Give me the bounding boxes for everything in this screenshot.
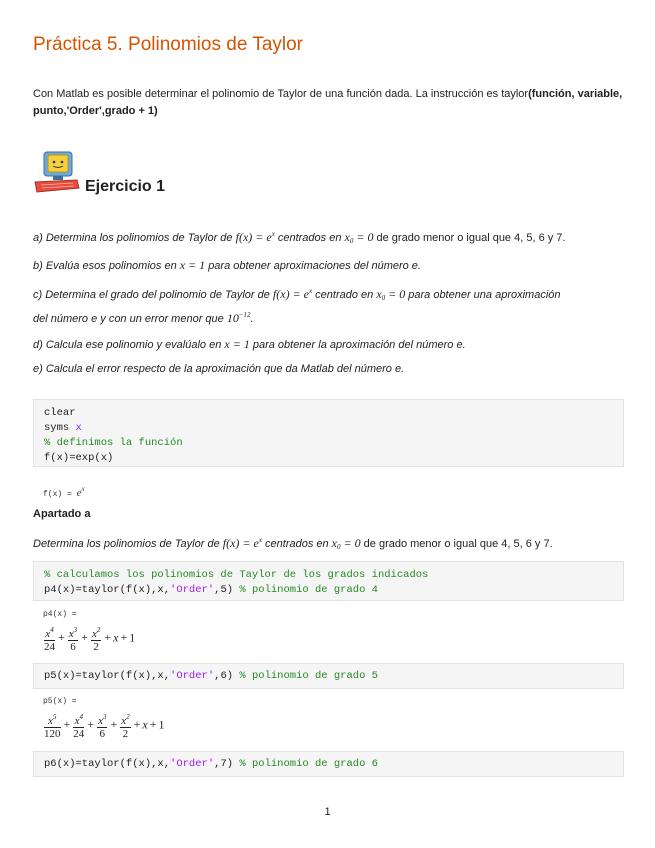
code-text: p5(x)=taylor(f(x),x,	[44, 670, 171, 682]
question-a-text-3: de grado menor o igual que 4, 5, 6 y 7.	[373, 232, 566, 244]
page-title: Práctica 5. Polinomios de Taylor	[33, 34, 303, 55]
code-string: 'Order'	[170, 670, 215, 682]
question-a: a) Determina los polinomios de Taylor de $f(x) = e^x$ centrados en $x_0 = 0$ de grado menor o igual que 4, 5, 6 y 7.	[33, 230, 566, 245]
output-p4-formula: $\frac{x^4}{24}$ + $\frac{x^3}{6}$ + $\frac{x^2}{2}$ + x + 1	[44, 626, 136, 653]
question-c-text: c) Determina el grado del polinomio de Taylor de	[33, 289, 273, 301]
question-e: e) Calcula el error respecto de la aproximación que da Matlab del número e.	[33, 363, 405, 375]
output-p5-formula: $\frac{x^5}{120}$ + $\frac{x^4}{24}$ + $\frac{x^3}{6}$ + $\frac{x^2}{2}$ + x + 1	[44, 713, 165, 740]
exercise-title: Ejercicio 1	[85, 178, 166, 195]
subsection-question-text-3: de grado menor o igual que 4, 5, 6 y 7.	[360, 538, 553, 550]
question-b: b) Evalúa esos polinomios en x = 1 para obtener aproximaciones del número e.	[33, 258, 421, 272]
intro-syntax: (función, variable, punto,'Order',grado + 1)	[33, 88, 623, 117]
code-block-4[interactable]	[33, 751, 624, 777]
code-comment: % polinomio de grado 6	[239, 758, 378, 770]
question-b-text: b) Evalúa esos polinomios en	[33, 260, 180, 272]
code-text: ,5)	[214, 584, 240, 596]
question-c-text-3: para obtener una aproximación	[408, 289, 561, 301]
subsection-question-text-2: centrados en	[261, 538, 332, 550]
output-f: $f(x) = e^x$	[43, 485, 85, 499]
code-line: f(x)=exp(x)	[44, 452, 114, 464]
code-text: syms	[44, 422, 76, 434]
output-p4-label: p4(x) =	[43, 610, 77, 619]
computer-icon	[33, 150, 81, 194]
question-c-text-2: centrado en	[312, 289, 377, 301]
code-comment: % calculamos los polinomios de Taylor de los grados indicados	[44, 569, 429, 581]
code-block-3[interactable]	[33, 663, 624, 689]
question-d-text-2: para obtener la aproximación del número e.	[252, 339, 466, 351]
code-text: ,6)	[214, 670, 240, 682]
intro-text: Con Matlab es posible determinar el polinomio de Taylor de una función dada. La instrucción es taylor	[33, 88, 529, 100]
code-line: clear	[44, 407, 76, 419]
code-string: 'Order'	[170, 758, 215, 770]
code-block-1[interactable]	[33, 399, 624, 467]
code-symbol: x	[75, 422, 82, 434]
question-a-text: a) Determina los polinomios de Taylor de	[33, 232, 236, 244]
question-d-text: d) Calcula ese polinomio y evalúalo en	[33, 339, 225, 351]
code-line	[44, 583, 613, 598]
output-label: f(x) =	[43, 490, 77, 499]
question-c-line-2: del número e y con un error menor que $10^{-12}$.	[33, 311, 254, 325]
code-string: 'Order'	[170, 584, 215, 596]
subsection-title: Apartado a	[33, 508, 91, 520]
code-block-2[interactable]	[33, 561, 624, 601]
code-text: p4(x)=taylor(f(x),x,	[44, 584, 171, 596]
subsection-question: Determina los polinomios de Taylor de $f(x) = e^x$ centrados en $x_0 = 0$ de grado menor o igual que 4, 5, 6 y 7.	[33, 536, 553, 551]
code-comment: % polinomio de grado 4	[239, 584, 378, 596]
question-b-text-2: para obtener aproximaciones del número e.	[208, 260, 421, 272]
code-comment: % polinomio de grado 5	[239, 670, 378, 682]
question-d: d) Calcula ese polinomio y evalúalo en x = 1 para obtener la aproximación del número e.	[33, 337, 466, 351]
code-line	[44, 669, 613, 684]
output-p5-label: p5(x) =	[43, 697, 77, 706]
code-line	[44, 757, 613, 772]
question-c: c) Determina el grado del polinomio de Taylor de $f(x) = e^x$ centrado en $x_0 = 0$ para obtener una aproximación	[33, 287, 561, 302]
page-number: 1	[324, 806, 331, 818]
intro-paragraph	[33, 86, 623, 120]
code-text: p6(x)=taylor(f(x),x,	[44, 758, 171, 770]
question-c-text-4: del número e y con un error menor que	[33, 313, 227, 325]
subsection-question-text: Determina los polinomios de Taylor de	[33, 538, 223, 550]
code-text: ,7)	[214, 758, 240, 770]
code-line	[44, 421, 613, 436]
code-comment: % definimos la función	[44, 437, 183, 449]
question-a-text-2: centrados en	[274, 232, 345, 244]
